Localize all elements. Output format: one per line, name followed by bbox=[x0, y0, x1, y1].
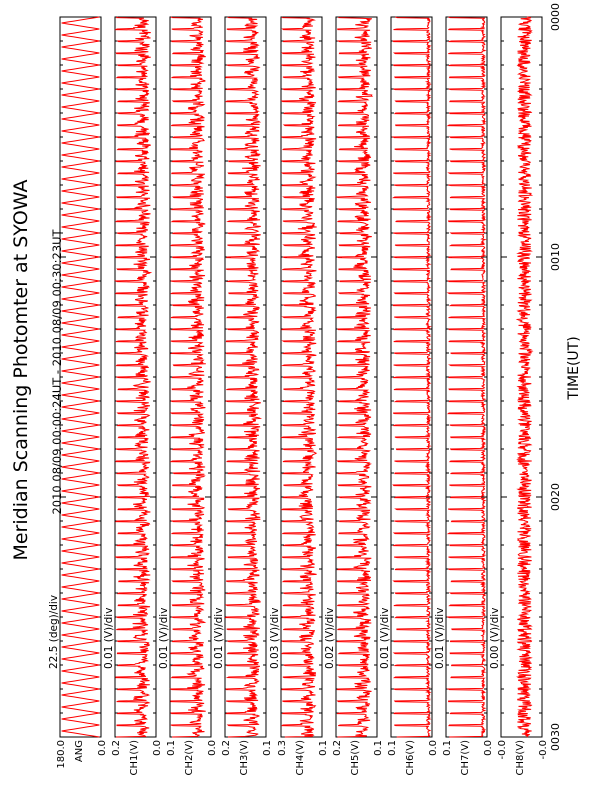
y-axis-name: CH1(V) bbox=[129, 740, 140, 776]
panel-ch1 bbox=[103, 17, 163, 776]
panel-scale-label: 0.02 (V)/div bbox=[324, 607, 336, 669]
series-line-ch1 bbox=[116, 17, 151, 737]
x-tick-label: 0030 bbox=[549, 723, 562, 751]
series-line-ch3 bbox=[226, 17, 261, 737]
y-axis-name: CH2(V) bbox=[184, 740, 195, 776]
chart-title: Meridian Scanning Photomter at SYOWA bbox=[10, 179, 32, 561]
y-top-label: 0.2 bbox=[111, 740, 122, 756]
y-bottom-label: 0.1 bbox=[318, 740, 329, 756]
y-top-label: 0.1 bbox=[387, 740, 398, 756]
panel-scale-label: 0.01 (V)/div bbox=[434, 607, 446, 669]
panel-scale-label: 22.5 (deg)/div bbox=[48, 594, 60, 669]
y-bottom-label: 0.0 bbox=[152, 740, 163, 756]
y-axis-name: CH6(V) bbox=[405, 740, 416, 776]
series-line-ang bbox=[62, 17, 100, 737]
panel-scale-label: 0.01 (V)/div bbox=[379, 607, 391, 669]
y-top-label: 0.1 bbox=[442, 740, 453, 756]
y-top-label: 180.0 bbox=[56, 740, 67, 769]
series-line-ch2 bbox=[171, 17, 206, 737]
y-top-label: 0.2 bbox=[332, 740, 343, 756]
y-axis-name: CH8(V) bbox=[515, 740, 526, 776]
panel-scale-label: 0.01 (V)/div bbox=[103, 607, 115, 669]
y-top-label: 0.3 bbox=[277, 740, 288, 756]
panel-scale-label: 0.00 (V)/div bbox=[489, 607, 501, 669]
series-line-ch7 bbox=[448, 17, 485, 737]
y-bottom-label: 0.0 bbox=[483, 740, 494, 756]
y-axis-name: CH5(V) bbox=[350, 740, 361, 776]
panel-scale-label: 0.01 (V)/div bbox=[213, 607, 225, 669]
x-axis-label: TIME(UT) bbox=[566, 336, 582, 400]
y-axis-name: CH3(V) bbox=[239, 740, 250, 776]
x-tick-label: 0020 bbox=[549, 483, 562, 511]
y-top-label: 0.2 bbox=[221, 740, 232, 756]
y-axis-name: ANG bbox=[74, 740, 85, 763]
y-top-label: 0.1 bbox=[166, 740, 177, 756]
panel-scale-label: 0.01 (V)/div bbox=[158, 607, 170, 669]
y-bottom-label: 0.0 bbox=[428, 740, 439, 756]
panel-ch8 bbox=[489, 17, 549, 776]
y-bottom-label: 0.1 bbox=[262, 740, 273, 756]
series-line-ch4 bbox=[282, 17, 317, 737]
y-bottom-label: 0.0 bbox=[207, 740, 218, 756]
panel-ch5 bbox=[324, 17, 384, 776]
y-axis-name: CH7(V) bbox=[460, 740, 471, 776]
panel-ch3 bbox=[213, 17, 273, 776]
y-top-label: -0.0 bbox=[497, 740, 508, 760]
y-axis-name: CH4(V) bbox=[295, 740, 306, 776]
y-bottom-label: 0.1 bbox=[373, 740, 384, 756]
panel-frame bbox=[60, 17, 101, 737]
panel-scale-label: 0.03 (V)/div bbox=[269, 607, 281, 669]
series-line-ch6 bbox=[393, 17, 430, 737]
panel-ch2 bbox=[158, 17, 218, 776]
panel-ch6 bbox=[379, 17, 439, 776]
y-bottom-label: -0.0 bbox=[538, 740, 549, 760]
chart-subtitle: 2010 08/09 00:00:24UT - 2010 08/09 00:30:23UT bbox=[50, 229, 64, 515]
x-tick-label: 0000 bbox=[549, 3, 562, 31]
series-line-ch5 bbox=[337, 17, 372, 737]
y-bottom-label: 0.0 bbox=[97, 740, 108, 756]
panel-ch4 bbox=[269, 17, 329, 776]
series-line-ch8 bbox=[517, 17, 531, 737]
x-tick-label: 0010 bbox=[549, 243, 562, 271]
panel-ch7 bbox=[434, 17, 494, 776]
